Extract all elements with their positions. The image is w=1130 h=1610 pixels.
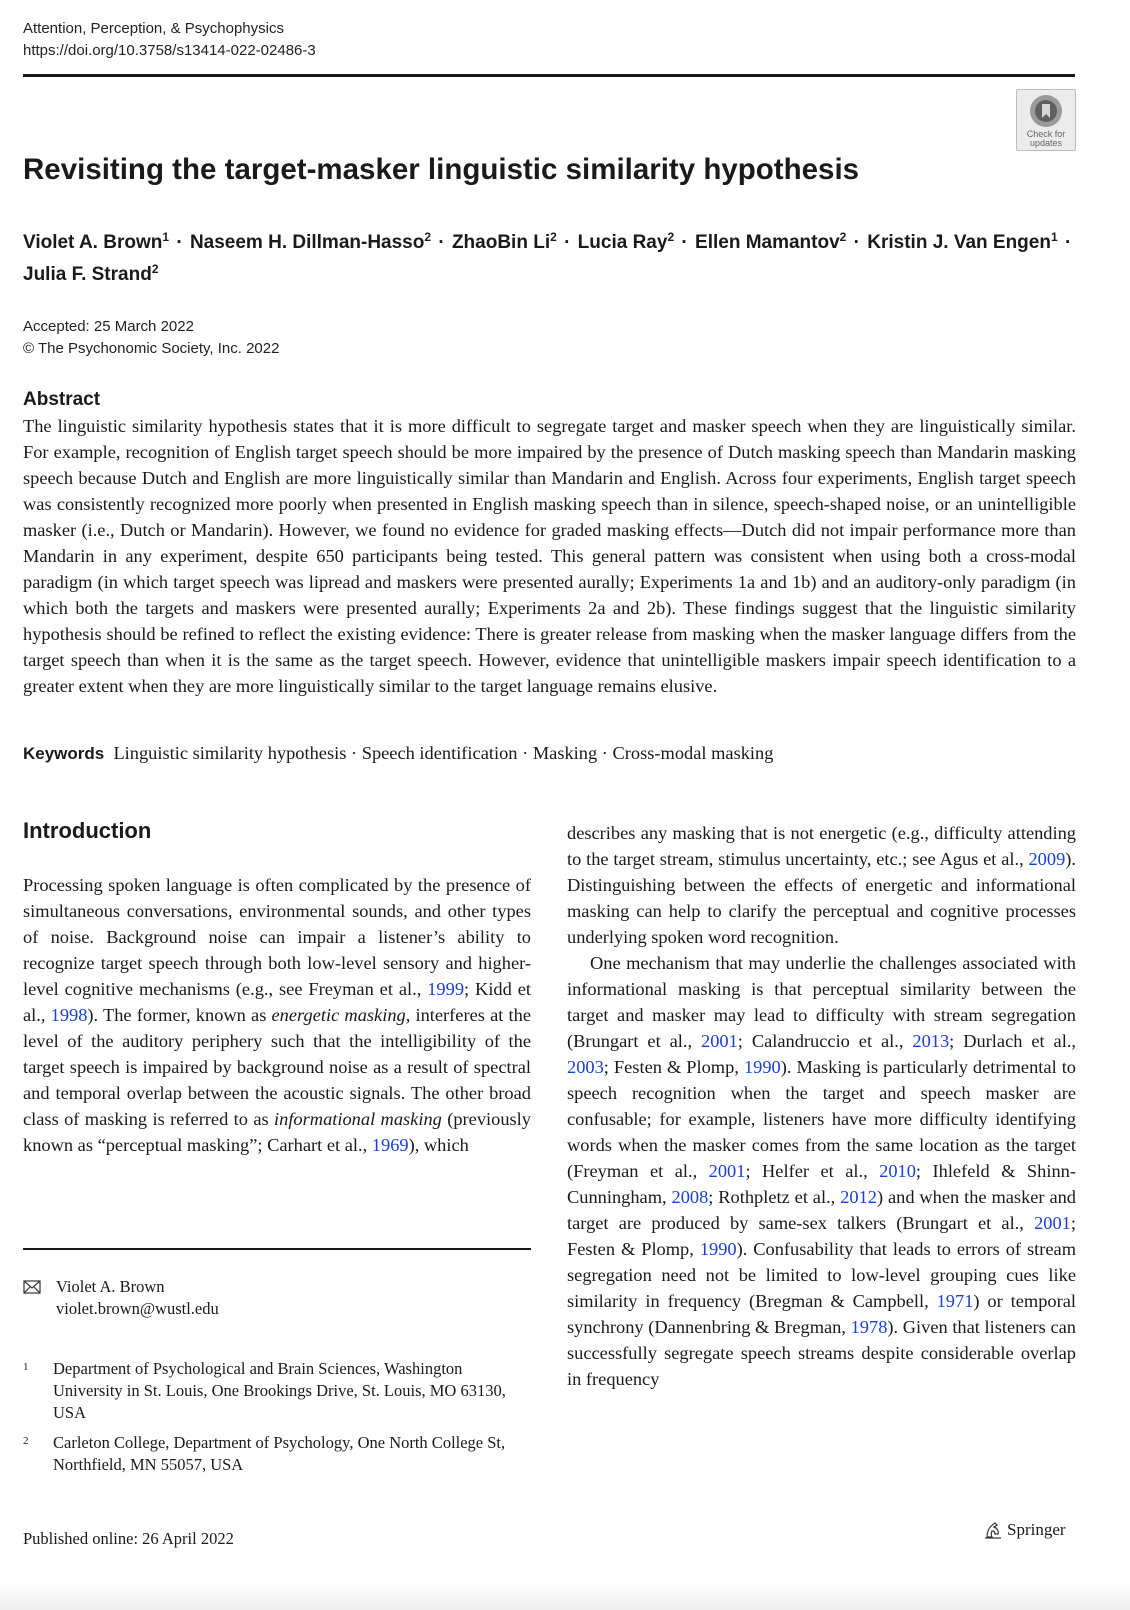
citation-link[interactable]: 2008	[671, 1187, 709, 1207]
citation-link[interactable]: 2001	[708, 1161, 746, 1181]
keyword: Speech identification	[361, 743, 518, 763]
citation-link[interactable]: 1990	[743, 1057, 781, 1077]
author-name[interactable]: Julia F. Strand	[23, 264, 152, 285]
term-energetic-masking: energetic masking	[271, 1005, 406, 1025]
corresponding-author	[23, 1276, 219, 1320]
author-affiliation: 2	[550, 230, 557, 244]
affiliation-2	[23, 1432, 533, 1476]
citation-link[interactable]: 1971	[936, 1291, 974, 1311]
affiliation-number: 2	[23, 1435, 29, 1447]
citation-link[interactable]: 2013	[912, 1031, 950, 1051]
page-bottom-shadow	[0, 1582, 1130, 1610]
keyword: Masking	[532, 743, 598, 763]
citation-link[interactable]: 2009	[1028, 849, 1066, 869]
citation-link[interactable]: 2012	[840, 1187, 877, 1207]
citation-link[interactable]: 1969	[371, 1135, 409, 1155]
author-separator: ·	[176, 232, 183, 253]
author-separator: ·	[681, 232, 688, 253]
citation-link[interactable]: 2003	[567, 1057, 604, 1077]
citation-link[interactable]: 2001	[1034, 1213, 1071, 1233]
author-affiliation: 2	[424, 230, 432, 244]
author-separator: ·	[1064, 232, 1072, 253]
citation-link[interactable]: 1990	[699, 1239, 737, 1259]
author-separator: ·	[438, 232, 445, 253]
author-separator: ·	[564, 232, 571, 253]
keyword: Cross-modal masking	[612, 743, 774, 763]
author-name[interactable]: Ellen Mamantov	[695, 232, 840, 253]
publisher-logo[interactable]	[983, 1519, 1066, 1541]
doi-link[interactable]: https://doi.org/10.3758/s13414-022-02486-3	[23, 42, 316, 59]
copyright-line: © The Psychonomic Society, Inc. 2022	[23, 340, 280, 357]
envelope-icon	[23, 1280, 41, 1294]
affiliation-number: 1	[23, 1361, 29, 1373]
springer-horse-icon	[983, 1520, 1003, 1540]
author-affiliation: 2	[151, 262, 159, 276]
intro-right-column	[567, 820, 1076, 1392]
affiliation-1	[23, 1358, 533, 1424]
intro-paragraph: One mechanism that may underlie the challenges associated with informational masking is that perceptual similarity between the target and masker may lead to difficulty with stream segregation (Brungart et al., 2001; Calandruccio et al., 2013; Durlach et al., 2003; Festen & Plomp, 1990). Masking is particularly detrimental to speech recognition when the target and speech masker are confusable; for example, listeners have more difficulty identifying words when the masker comes from the same location as the target (Freyman et al., 2001; Helfer et al., 2010; Ihlefeld & Shinn-Cunningham, 2008; Rothpletz et al., 2012) and when the masker and target are produced by same-sex talkers (Brungart et al., 2001; Festen & Plomp, 1990). Confusability that leads to errors of stream segregation need not be limited to low-level grouping cues like similarity in frequency (Bregman & Campbell, 1971) or temporal synchrony (Dannenbring & Bregman, 1978). Given that listeners can successfully segregate speech streams despite considerable overlap in frequency	[567, 953, 1077, 1389]
abstract-heading: Abstract	[23, 389, 101, 410]
publisher-name: Springer	[1007, 1520, 1066, 1539]
keywords-label: Keywords	[23, 744, 105, 763]
contact-email[interactable]: violet.brown@wustl.edu	[56, 1299, 219, 1318]
article-dates	[23, 316, 279, 360]
author-affiliation: 2	[667, 230, 675, 244]
published-date: Published online: 26 April 2022	[23, 1529, 234, 1548]
keyword: Linguistic similarity hypothesis	[113, 743, 347, 763]
introduction-heading: Introduction	[23, 818, 152, 843]
intro-paragraph: Processing spoken language is often complicated by the presence of simultaneous conversations, environmental sounds, and other types of noise. Background noise can impair a listener’s ability to recognize target speech through both low-level sensory and higher-level cognitive mechanisms (e.g., see Freyman et al., 1999; Kidd et al., 1998). The former, known as energetic masking, interferes at the level of the auditory periphery such that the intelligibility of the target speech is impaired by background noise as a result of spectral and temporal overlap between the acoustic signals. The other broad class of masking is referred to as informational masking (previously known as “perceptual masking”; Carhart et al., 1969), which	[23, 875, 531, 1155]
header-rule	[23, 74, 1075, 77]
author-list	[23, 224, 1093, 288]
author-affiliation: 1	[162, 230, 170, 244]
intro-left-column	[23, 872, 531, 1158]
keywords: Keywords Linguistic similarity hypothesis · Speech identification · Masking · Cross-modal masking	[23, 743, 774, 763]
author-separator: ·	[853, 232, 860, 253]
abstract-text: The linguistic similarity hypothesis states that it is more difficult to segregate target and masker speech when they are linguistically similar. For example, recognition of English target speech should be more impaired by the presence of Dutch masking speech than Mandarin masking speech because Dutch and English are more linguistically similar than Mandarin and English. Across four experiments, English target speech was consistently recognized more poorly when presented in English masking speech than in silence, speech-shaped noise, or an unintelligible masker (i.e., Dutch or Mandarin). However, we found no evidence for graded masking effects—Dutch did not impair performance more than Mandarin in any experiment, despite 650 participants being tested. This general pattern was consistent when using both a cross-modal paradigm (in which target speech was lipread and maskers were presented aurally; Experiments 1a and 1b) and an auditory-only paradigm (in which both the targets and maskers were presented aurally; Experiments 2a and 2b). These findings suggest that the linguistic similarity hypothesis should be refined to reflect the existing evidence: There is greater release from masking when the masker language differs from the target speech than when it is the same as the target speech. However, evidence that unintelligible maskers impair speech identification to a greater extent when they are more linguistically similar to the target language remains elusive.	[23, 416, 1076, 696]
citation-link[interactable]: 2001	[701, 1031, 738, 1051]
bookmark-icon	[1029, 94, 1063, 128]
author-affiliation: 2	[839, 230, 847, 244]
author-name[interactable]: ZhaoBin Li	[451, 232, 551, 253]
citation-link[interactable]: 2010	[879, 1161, 916, 1181]
accepted-date: Accepted: 25 March 2022	[23, 318, 194, 335]
author-name[interactable]: Naseem H. Dillman-Hasso	[189, 232, 425, 253]
footnote-rule	[23, 1248, 531, 1250]
affiliation-text: Department of Psychological and Brain Sciences, Washington University in St. Louis, One Brookings Drive, St. Louis, MO 63130, USA	[53, 1359, 506, 1422]
citation-link[interactable]: 1998	[50, 1005, 88, 1025]
contact-name: Violet A. Brown	[56, 1277, 165, 1296]
author-name[interactable]: Kristin J. Van Engen	[867, 232, 1051, 253]
author-name[interactable]: Lucia Ray	[577, 232, 668, 253]
paper-title: Revisiting the target-masker linguistic similarity hypothesis	[23, 153, 860, 186]
check-updates-label: Check for updates	[1026, 129, 1066, 148]
intro-paragraph: describes any masking that is not energetic (e.g., difficulty attending to the target stream, stimulus uncertainty, etc.; see Agus et al., 2009). Distinguishing between the effects of energetic and informational masking can help to clarify the perceptual and cognitive processes underlying spoken word recognition.	[567, 823, 1076, 947]
term-informational-masking: informational masking	[274, 1109, 442, 1129]
author-affiliation: 1	[1050, 230, 1058, 244]
check-for-updates-badge[interactable]	[1016, 89, 1076, 151]
author-name[interactable]: Violet A. Brown	[23, 232, 163, 253]
citation-link[interactable]: 1978	[850, 1317, 888, 1337]
journal-name: Attention, Perception, & Psychophysics	[23, 20, 284, 37]
affiliation-text: Carleton College, Department of Psychology, One North College St, Northfield, MN 55057, USA	[53, 1433, 506, 1474]
citation-link[interactable]: 1999	[427, 979, 465, 999]
journal-header	[23, 18, 316, 62]
